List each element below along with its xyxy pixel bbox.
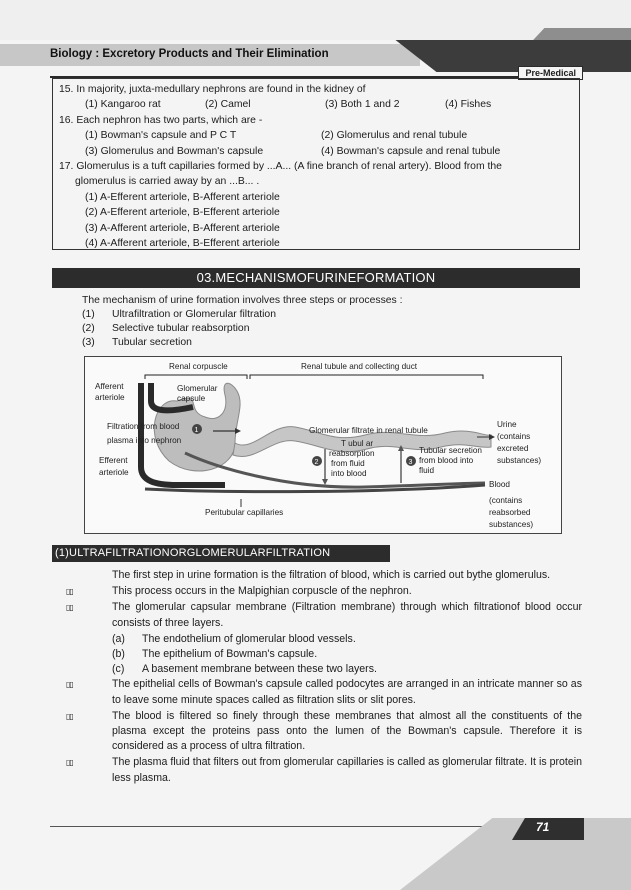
paragraph-text: The glomerular capsular membrane (Filtration membrane) through which filtrationof blood occur consists of three layers. (112, 601, 582, 629)
label-reabsorption-3: from fluid (331, 459, 365, 468)
layer-text: The epithelium of Bowman's capsule. (142, 648, 318, 661)
question-16: 16. Each nephron has two parts, which are - (59, 114, 263, 126)
paragraph-first-step: The first step in urine formation is the filtration of blood, which is carried out bythe glomerulus. (112, 569, 551, 581)
q17-option-3: (3) A-Afferent arteriole, B-Afferent arteriole (85, 222, 280, 234)
q17-option-4: (4) A-Afferent arteriole, B-Efferent arteriole (85, 237, 280, 249)
q17-option-1: (1) A-Efferent arteriole, B-Afferent arteriole (85, 191, 280, 203)
steps-list (82, 308, 276, 350)
question-15-options (59, 97, 573, 112)
label-secretion-3: fluid (419, 466, 435, 475)
label-efferent-2: arteriole (99, 468, 129, 477)
q16-option-2: (2) Glomerulus and renal tubule (321, 130, 468, 142)
paragraph-ultra-filtration (66, 709, 582, 755)
bullet-glyph: ▯▯ (66, 680, 73, 690)
marker-1: 1 (194, 427, 199, 434)
paragraph-malpighian (66, 584, 582, 599)
q16-option-4: (4) Bowman's capsule and renal tubule (321, 145, 501, 157)
subsection-heading: (1)ULTRAFILTRATIONORGLOMERULARFILTRATION (52, 545, 390, 562)
label-secretion-2: from blood into (419, 456, 474, 465)
step-text: Ultrafiltration or Glomerular filtration (112, 309, 276, 320)
label-reabsorption-2: reabsorption (329, 449, 375, 458)
label-afferent-2: arteriole (95, 393, 125, 402)
layer-text: A basement membrane between these two layers. (142, 663, 377, 676)
question-16-options-row2 (59, 144, 573, 159)
step-num: (2) (82, 323, 95, 334)
bullet-glyph: ▯▯ (66, 758, 73, 768)
label-reabsorption-1: T ubul ar (341, 439, 374, 448)
urine-arrowhead (489, 434, 495, 440)
layer-item (112, 632, 582, 647)
layer-num: (a) (112, 632, 125, 645)
label-afferent-1: Afferent (95, 382, 124, 391)
step-item (82, 336, 276, 350)
nephron-diagram (84, 356, 562, 534)
q16-option-1: (1) Bowman's capsule and P C T (85, 130, 237, 142)
page-number: 71 (536, 820, 550, 834)
filtration-arrowhead (235, 428, 241, 434)
section-intro: The mechanism of urine formation involves three steps or processes : (82, 295, 403, 306)
label-renal-tubule: Renal tubule and collecting duct (301, 362, 418, 371)
step-item (82, 322, 276, 336)
chapter-title: Biology : Excretory Products and Their Elimination (50, 48, 329, 60)
label-blood-2: (contains (489, 496, 523, 505)
paragraph-podocytes (66, 677, 582, 707)
bullet-glyph: ▯▯ (66, 711, 73, 721)
layer-num: (c) (112, 663, 125, 676)
step-num: (3) (82, 337, 95, 348)
q15-option-3: (3) Both 1 and 2 (325, 99, 400, 111)
pre-medical-tag: Pre-Medical (518, 66, 583, 80)
question-17-cont: glomerulus is carried away by an ...B... . (75, 176, 260, 188)
marker-2: 2 (314, 459, 319, 466)
step-item (82, 308, 276, 322)
question-box (52, 78, 580, 250)
footer-decor-light (400, 818, 631, 890)
label-urine-4: substances) (497, 456, 542, 465)
step-text: Tubular secretion (112, 337, 192, 348)
q16-option-3: (3) Glomerulus and Bowman's capsule (85, 145, 264, 157)
q15-option-2: (2) Camel (205, 99, 251, 111)
label-filtration-1: Filtration from blood (107, 422, 180, 431)
section-heading: 03.MECHANISMOFURINEFORMATION (52, 268, 580, 288)
paragraph-text: This process occurs in the Malpighian corpuscle of the nephron. (112, 585, 412, 598)
bullet-glyph: ▯▯ (66, 603, 73, 613)
question-17: 17. Glomerulus is a tuft capillaries formed by ...A... (A fine branch of renal artery). Blood from the (59, 160, 502, 172)
paragraph-glomerular-filtrate (66, 755, 582, 785)
label-reabsorption-4: into blood (331, 469, 367, 478)
paragraph-text: The plasma fluid that filters out from glomerular capillaries is called as glomerular filtrate. It is protein less plasma. (112, 756, 582, 784)
bracket-renal-corpuscle (145, 375, 247, 379)
q15-option-4: (4) Fishes (445, 99, 492, 111)
label-blood-1: Blood (489, 480, 510, 489)
reabsorption-arrowhead (322, 479, 328, 485)
paragraph-text: The epithelial cells of Bowman's capsule called podocytes are arranged in an intricate manner so as to leave some minute spaces called as filtration slits or slit pores. (112, 678, 582, 706)
label-renal-corpuscle: Renal corpuscle (169, 362, 228, 371)
label-filtration-2: plasma into nephron (107, 436, 182, 445)
layer-text: The endothelium of glomerular blood vessels. (142, 632, 356, 645)
layer-num: (b) (112, 648, 125, 661)
label-urine-3: excreted (497, 444, 529, 453)
question-16-options-row1 (59, 128, 573, 143)
label-blood-4: substances) (489, 520, 534, 529)
label-urine-1: Urine (497, 420, 517, 429)
label-glomerular-filtrate: Glomerular filtrate in renal tubule (309, 426, 428, 435)
header-band (0, 0, 631, 40)
step-text: Selective tubular reabsorption (112, 323, 250, 334)
question-15: 15. In majority, juxta-medullary nephrons are found in the kidney of (59, 84, 366, 95)
bracket-renal-tubule (250, 375, 483, 379)
paragraph-membrane (66, 600, 582, 630)
q15-option-1: (1) Kangaroo rat (85, 99, 161, 111)
bullet-glyph: ▯▯ (66, 587, 73, 597)
marker-3: 3 (408, 459, 413, 466)
layer-item (112, 662, 582, 677)
label-blood-3: reabsorbed (489, 508, 531, 517)
layer-item (112, 647, 582, 662)
label-glomerular-capsule-2: capsule (177, 394, 206, 403)
ultrafiltration-body (66, 568, 582, 787)
q17-option-2: (2) A-Efferent arteriole, B-Efferent arteriole (85, 207, 280, 219)
label-glomerular-capsule-1: Glomerular (177, 384, 218, 393)
label-efferent-1: Efferent (99, 456, 128, 465)
label-secretion-1: Tubular secretion (419, 446, 482, 455)
label-peritubular-capillaries: Peritubular capillaries (205, 508, 284, 517)
step-num: (1) (82, 309, 95, 320)
label-urine-2: (contains (497, 432, 531, 441)
paragraph-text: The blood is filtered so finely through these membranes that almost all the constituents of the plasma except the proteins pass onto the lumen of the Bowman's capsule. Therefore it is considered as a process of ultra filtration. (112, 709, 582, 753)
